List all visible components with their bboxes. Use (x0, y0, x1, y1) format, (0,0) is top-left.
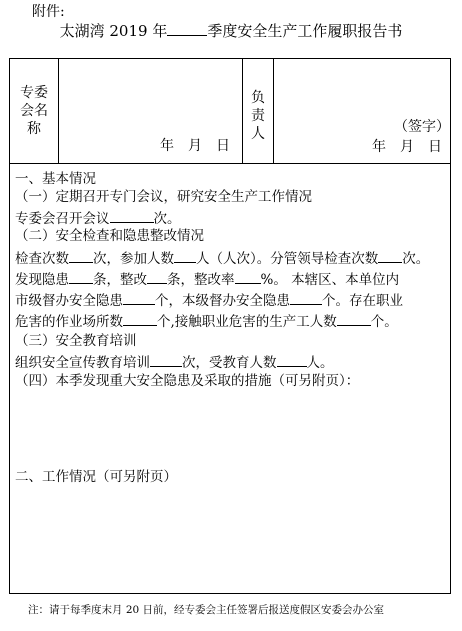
text-fragment: 条，整改 (93, 272, 147, 288)
section2-heading: 二、工作情况（可另附页） (15, 469, 177, 485)
trainee-count-blank (277, 353, 307, 367)
text-fragment: 市级督办安全隐患 (15, 293, 123, 309)
committee-name-label (14, 84, 54, 138)
text-fragment: 次。 (153, 211, 181, 227)
row-divider (10, 163, 450, 164)
text-fragment: 人（人次）。分管领导检查次数 (196, 251, 379, 267)
text-fragment: 次。 (402, 251, 430, 267)
date-day: 日 (428, 139, 442, 155)
committee-date (160, 135, 230, 155)
committee-label-line: 称 (27, 121, 41, 137)
text-fragment: 危害的作业场所数 (15, 314, 123, 330)
quarter-blank (167, 21, 207, 36)
subsection1-title: （一）定期召开专门会议，研究安全生产工作情况 (15, 189, 312, 205)
title-suffix: 季度安全生产工作履职报告书 (207, 22, 403, 40)
subsection4-title: （四）本季发现重大安全隐患及采取的措施（可另附页）： (15, 373, 360, 389)
meeting-count-blank (110, 209, 154, 223)
responsible-label-line: 人 (251, 126, 265, 142)
hazard-fixed-blank (147, 270, 167, 284)
attachment-label: 附件: (32, 4, 65, 20)
col-divider-1 (58, 59, 59, 163)
subsection2-title: （二）安全检查和隐患整改情况 (15, 228, 204, 244)
inspection-line (15, 249, 429, 267)
committee-label-line: 专委 (20, 85, 48, 101)
text-fragment: 次，受教育人数 (182, 355, 277, 371)
responsible-label-line: 责 (251, 108, 265, 124)
text-fragment: 发现隐患 (15, 272, 69, 288)
participant-count-blank (174, 249, 196, 263)
date-month: 月 (400, 139, 414, 155)
local-hazard-blank (290, 291, 322, 305)
text-fragment: 条，整改率 (167, 272, 235, 288)
training-line (15, 353, 334, 371)
responsible-person-label (247, 89, 269, 143)
text-fragment: 个。 (370, 314, 398, 330)
responsible-label-line: 负 (251, 90, 265, 106)
workplace-count-blank (123, 312, 157, 326)
signature-label: （签字） (394, 119, 450, 135)
date-day: 日 (216, 138, 230, 154)
text-fragment: 专委会召开会议 (15, 211, 110, 227)
text-fragment: 组织安全宣传教育培训 (15, 355, 150, 371)
occupational-hazard-line (15, 312, 398, 330)
fix-rate-blank (235, 270, 261, 284)
worker-count-blank (337, 312, 371, 326)
text-fragment: 个，本级督办安全隐患 (155, 293, 290, 309)
footer-note: 注：请于每季度末月 20 日前，经专委会主任签署后报送度假区安委会办公室 (28, 604, 385, 616)
date-month: 月 (188, 138, 202, 154)
responsible-date (372, 136, 442, 156)
date-year: 年 (372, 139, 386, 155)
text-fragment: %。 本辖区、本单位内 (260, 272, 400, 288)
title-prefix: 太湖湾 2019 年 (59, 22, 168, 40)
section1-heading: 一、基本情况 (15, 171, 96, 187)
col-divider-3 (273, 59, 274, 163)
training-count-blank (150, 353, 182, 367)
date-year: 年 (160, 138, 174, 154)
report-form (9, 58, 451, 594)
text-fragment: 次，参加人数 (93, 251, 174, 267)
text-fragment: 个。存在职业 (322, 293, 403, 309)
city-hazard-blank (123, 291, 155, 305)
meeting-count-line (15, 209, 181, 227)
text-fragment: 检查次数 (15, 251, 69, 267)
hazard-found-blank (69, 270, 93, 284)
supervised-hazard-line (15, 291, 403, 309)
col-divider-2 (242, 59, 243, 163)
hazard-line (15, 270, 399, 288)
subsection3-title: （三）安全教育培训 (15, 333, 137, 349)
committee-label-line: 会名 (20, 103, 48, 119)
inspection-count-blank (69, 249, 93, 263)
text-fragment: 人。 (306, 355, 334, 371)
report-title (0, 20, 462, 41)
text-fragment: 个,接触职业危害的生产工人数 (157, 314, 337, 330)
leader-inspection-blank (378, 249, 402, 263)
